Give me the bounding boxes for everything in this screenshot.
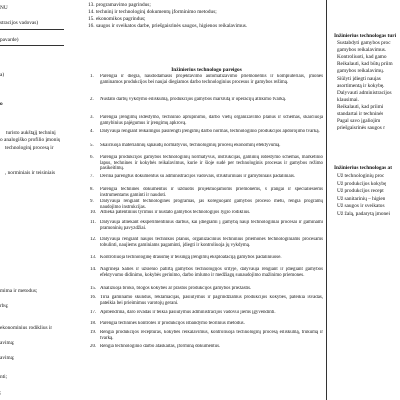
left-line: ekonominius rodiklius ir	[0, 325, 53, 331]
left-line: NU	[0, 5, 8, 11]
duty-number: 20.	[90, 344, 97, 349]
duty-number: 3.	[90, 115, 94, 120]
duty-text: Apibendrina, daro išvadas ir teikia pasiūlymus administracijos vadovui jiems įgyvendinti.	[100, 310, 276, 315]
duty-text: Atlieka patentinius tyrimus ir nustato gamybos technologijos lygio rodiklius.	[100, 210, 251, 215]
duty-item	[88, 295, 325, 306]
rights-line: Reikalauti, kad būtų priim	[337, 61, 393, 68]
rights-line: standartai ir techninės	[337, 111, 384, 117]
rights-line: Siūlyti įdiegti naujas	[337, 75, 381, 82]
duty-item	[88, 187, 325, 198]
rights-line: Sustabdyti gamybos proc	[337, 40, 391, 46]
duty-item	[88, 210, 325, 216]
signature-rule	[0, 45, 64, 46]
left-line: nti;	[0, 374, 8, 380]
responsibility-line: Už saugos ir sveikatos	[337, 203, 385, 209]
duty-item	[88, 330, 325, 341]
duty-number: 9.	[90, 199, 94, 204]
duty-text: Parengia technines kontroles ir produkcijos išbandymo teorinius metodus.	[100, 321, 245, 326]
duty-text: Parengia įrengimų išdėstymo, techninio aprūpinimo, darbo vietų organizavimo planus ir schemas, skaičiuoja gamybinius pajėgumus ir įrengimų apkrovą.	[100, 115, 323, 126]
duty-text: Dalyvauja rengiant technologinės programas, jas koreguojant gamybos proceso metu, rengia programų naudojimo instrukcijas.	[100, 199, 323, 210]
responsibility-line: Už žalą, padarytą įmonei	[337, 210, 390, 217]
right-column	[331, 0, 400, 400]
duty-number: 17.	[90, 310, 97, 315]
duty-text: Parengia technines dokumentus ir užduotis projektuojamoms priemonėms, š įrangai ir specialiesiems instrumentams gaminti ir naudoti.	[100, 187, 323, 198]
left-line: avimą;	[0, 340, 15, 346]
duty-text: Kontroliuoja technologinę drausmę ir teisingą įrengimų eksploataciją gamybos padaliniuose.	[100, 255, 282, 260]
responsibility-line: Už sanitarinių – higien	[337, 195, 386, 202]
left-line: o	[0, 101, 3, 107]
duty-item	[88, 267, 325, 284]
duty-number: 15.	[90, 286, 97, 291]
duty-number: 10.	[90, 210, 97, 215]
left-line: mima ir metodus;	[0, 288, 38, 294]
duty-number: 1.	[90, 74, 94, 79]
knowledge-item: 16. saugos ir sveikatos darbe, priešgaisrinės saugos, higienos reikalavimus.	[88, 23, 248, 29]
duty-number: 11.	[90, 220, 96, 225]
duty-number: 14.	[90, 267, 97, 272]
left-line: , norminiais ir teisiniais	[5, 170, 56, 176]
rights-line: gamybos reikalavimų.	[337, 68, 385, 75]
duty-item	[88, 174, 325, 185]
duty-item	[88, 344, 325, 350]
duty-text: Nustato darbų vykdymo eiliškumą, produkcijos gamybos maršrutą ir operacijų atlikimo tvarką.	[100, 97, 287, 102]
rights-line: gamybos reikalavimus.	[337, 47, 387, 54]
duty-text: Nagrinėja Šalies ir užsienio patirtą gamybos technologijos srityje, dalyvauja rengiant ir įdiegiant gamybos efektyvumo didinimo, kokybės gerinimo, darbo imlumo ir medžiagų sunaudojimo mažinimo priemones.	[100, 267, 323, 278]
rights-line: klausimai.	[337, 96, 359, 103]
duty-item	[88, 199, 325, 210]
duty-number: 13.	[90, 255, 97, 260]
duty-item	[88, 74, 325, 97]
signature-rule	[0, 29, 64, 30]
rights-line: Kontroliuoti, kad gamo	[337, 54, 387, 61]
left-line: turisto aukštąjį techninį	[6, 130, 56, 136]
left-column	[0, 0, 86, 400]
duty-text: Parengia ir diegia, naudodamasis projektavimo automatizavimo priemonėmis ir kompiuteriais, įmonės gaminamos produkcijos bei naujai diegiamos darbo technologinius procesus ir gamybos režimą.	[100, 74, 323, 85]
duty-number: 18.	[90, 321, 97, 326]
duty-text: Dalyvauja rengiant reikalingus pasirengti įrengimų darbo normas, technologinio produkcijos apdorojimo tvarką.	[100, 129, 320, 134]
knowledge-item: 15. ekonomikos pagrindus;	[88, 16, 146, 22]
left-line: ;	[0, 390, 2, 396]
left-line: stracijos vadovas)	[0, 20, 39, 26]
duty-text: Parengia produkcijos gamybos technologinių normatyvus, instrukcijas, gaminių išdėstymo schemas, marketinio lapus, technines ir kokybės reikalavimus, kurie ir šioje sudė per technologinis procesas ir gamybos režimo pasikeitimų.	[100, 155, 323, 172]
left-line: technologinį procesą ir	[5, 145, 54, 151]
duty-text: Rengia produkcijos receptūras, kokybės reikalavimus, kontroliuoja technologinį procesą eiliškumą, trūkumą ir tvarką.	[100, 330, 323, 341]
duty-item	[88, 237, 325, 254]
duty-text: Skaičiuoja materialinių sąnaudų normatyvus, technologinių procesų ekonominį efektyvumą.	[100, 143, 281, 148]
knowledge-item: 13. programavimo pagrindus;	[88, 2, 151, 8]
knowledge-item: 14. techninį ir technologinį dokumentų įforminimo metodus;	[88, 9, 217, 15]
duty-text: Tiria gaminamo skundus, reklamacijas, pasiūlymus ir pagrindžiamus produkcijos kokybės, pateikia išvadas, pateikia bei prieimimus varotojų gerani.	[100, 295, 323, 306]
duty-number: 5.	[90, 143, 94, 148]
duty-text: Analizuoja broko, blogos kokybės ar prastos produkcijos gamybos priežastis.	[100, 286, 252, 291]
duty-text: Dalyvauja rengiant naujos technikos planus, organizacinius techninius priemones technologiniams procesams tobulinti, naujiems gaminiams pagaminti, įdiegti ir kontroliuoja jų vykdymą.	[100, 237, 323, 248]
responsibility-title: Inžinierius technologas at	[334, 165, 392, 171]
duty-item	[88, 143, 325, 154]
duty-number: 8.	[90, 187, 94, 192]
duty-number: 19.	[90, 330, 97, 335]
section-title: Inžinierius technologo pareigos	[171, 67, 242, 73]
rights-line: Reikalauti, kad priimi	[337, 103, 384, 110]
duty-item	[88, 255, 325, 266]
duty-number: 6.	[90, 155, 94, 160]
duty-text: Dalyvauja atliekant eksperimentinius darbus, kai įdiegiami į gamybą nauji technologiniai procesai ir gaminami pramoninių pavyzdžiai.	[100, 220, 323, 231]
left-line: avimą;	[0, 355, 15, 361]
rights-line: Pagal savo įgaliojim	[337, 118, 381, 125]
responsibility-line: Už produkcijos kokybę	[337, 180, 387, 187]
left-line: o analogiško profilio įmonių	[0, 137, 61, 143]
duty-item	[88, 286, 325, 292]
rights-title: Inžinierius technologas turi	[334, 33, 397, 39]
rights-line: Dalyvauti administracijos	[337, 89, 392, 96]
duty-item	[88, 321, 325, 327]
middle-column	[88, 0, 325, 400]
duty-number: 2.	[90, 97, 94, 102]
column-divider	[326, 0, 327, 400]
duty-text: Derina parengtus dokumentus su administracijos vadovais, struktūriniais ir gamybiniais padaliniais.	[100, 174, 296, 179]
duty-item	[88, 310, 325, 321]
left-line: rbų;	[0, 303, 9, 309]
duty-number: 12.	[90, 237, 97, 242]
duty-text: Rengia technologinio darbo ataskaitas, įforminą dokumentus.	[100, 344, 221, 349]
duty-number: 4.	[90, 129, 94, 134]
left-line: a)	[0, 72, 5, 78]
duty-item	[88, 97, 325, 108]
duty-item	[88, 220, 325, 231]
duty-number: 16.	[90, 295, 97, 300]
rights-line: priešgaisrinės saugos r	[337, 125, 385, 132]
responsibility-line: Už technologinių proc	[337, 173, 385, 179]
responsibility-line: Už produkcijos recept	[337, 188, 384, 194]
duty-item	[88, 129, 325, 140]
rights-line: asortimentą ir kokybę.	[337, 82, 385, 89]
duty-number: 7.	[90, 174, 94, 179]
left-line: pavarde)	[0, 37, 19, 43]
